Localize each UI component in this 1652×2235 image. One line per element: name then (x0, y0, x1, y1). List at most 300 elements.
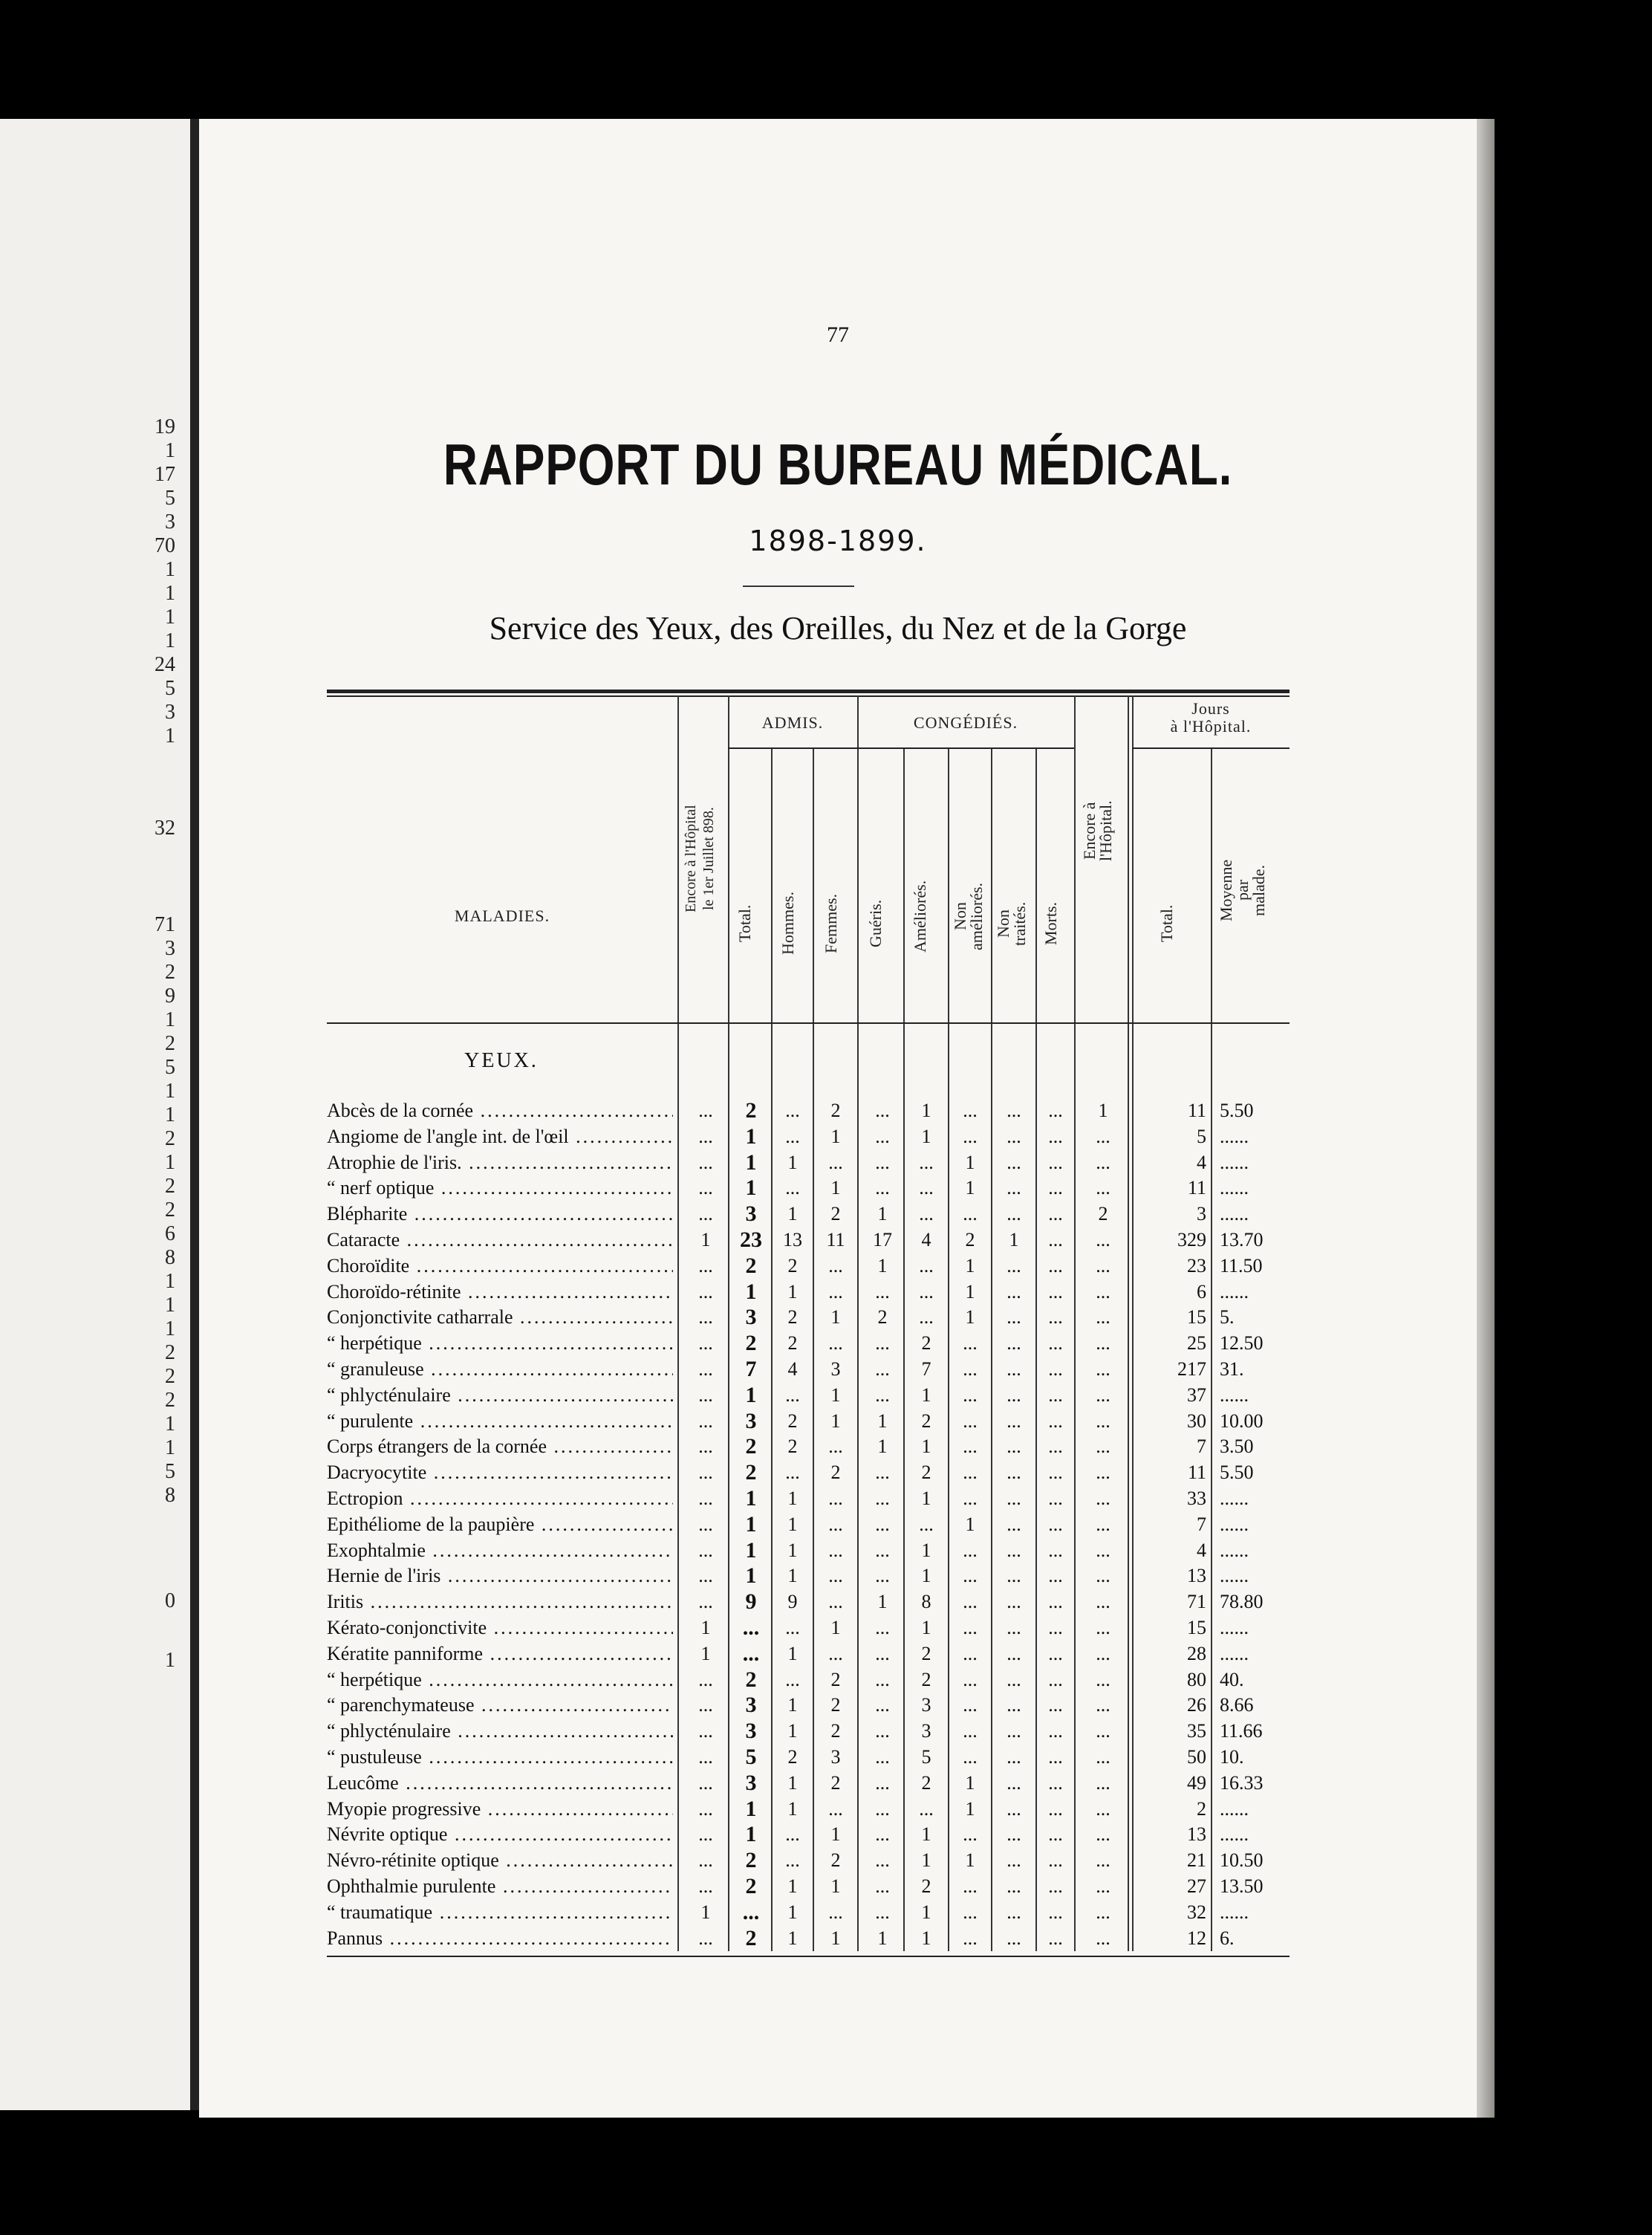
cell-encore-fin: ... (1096, 1539, 1110, 1561)
cell-admis-total: 1 (745, 1149, 757, 1175)
cell-morts: ... (1048, 1565, 1063, 1587)
cell-admis-total: 2 (745, 1848, 757, 1873)
cell-non-ameliores: ... (963, 1332, 978, 1355)
cell-morts: ... (1048, 1436, 1063, 1458)
cell-gueris: ... (875, 1771, 890, 1794)
cell-non-ameliores: ... (963, 1125, 978, 1147)
cell-admis-total: 2 (745, 1873, 757, 1898)
cell-morts: ... (1048, 1384, 1063, 1406)
cell-hommes: ... (785, 1384, 800, 1406)
previous-page-number: 1 (165, 1151, 175, 1174)
cell-encore-fin: ... (1096, 1462, 1110, 1484)
cell-non-ameliores: ... (963, 1591, 978, 1613)
cell-encore-fin: ... (1096, 1720, 1110, 1742)
cell-encore-fin: ... (1096, 1849, 1110, 1872)
header-jours: Jours à l'Hôpital. (1170, 699, 1252, 736)
cell-jours-total: 28 (1187, 1642, 1206, 1664)
cell-moyenne: ...... (1220, 1280, 1249, 1303)
cell-gueris: 1 (877, 1410, 888, 1432)
previous-page-number: 1 (165, 1649, 175, 1672)
previous-page-number: 1 (165, 606, 175, 629)
cell-ameliores: 1 (921, 1927, 931, 1949)
cell-ameliores: 1 (921, 1539, 931, 1561)
cell-encore-debut: ... (698, 1513, 713, 1535)
cell-morts: ... (1048, 1151, 1063, 1173)
cell-gueris: ... (875, 1357, 890, 1380)
cell-admis-total: 3 (745, 1770, 757, 1795)
disease-name: Exophtalmie ..... (327, 1538, 673, 1564)
cell-moyenne: ...... (1220, 1901, 1249, 1923)
cell-non-traites: ... (1007, 1125, 1021, 1147)
cell-moyenne: ...... (1220, 1616, 1249, 1638)
table-row (327, 1201, 1290, 1227)
cell-hommes: 9 (787, 1591, 798, 1613)
cell-non-ameliores: ... (963, 1100, 978, 1121)
cell-ameliores: ... (919, 1306, 934, 1329)
number-column-group (165, 1590, 175, 1614)
cell-admis-total: 1 (745, 1279, 757, 1304)
cell-morts: ... (1048, 1100, 1063, 1121)
header-gueris: Guéris. (866, 899, 885, 948)
cell-ameliores: 8 (921, 1591, 931, 1613)
cell-encore-fin: ... (1096, 1616, 1110, 1638)
cell-encore-debut: ... (698, 1280, 713, 1303)
cell-encore-debut: ... (698, 1668, 713, 1690)
cell-encore-fin: ... (1096, 1513, 1110, 1535)
previous-page-number: 1 (165, 1080, 175, 1103)
table-row (327, 1305, 1290, 1331)
cell-femmes: ... (828, 1436, 843, 1458)
cell-gueris: 2 (877, 1306, 888, 1329)
cell-gueris: ... (875, 1462, 890, 1484)
cell-encore-debut: ... (698, 1125, 713, 1147)
cell-jours-total: 49 (1187, 1771, 1206, 1794)
cell-jours-total: 4 (1197, 1151, 1206, 1173)
disease-name: Choroïdo-rétinite ..... (327, 1279, 673, 1305)
disease-name: Corps étrangers de la cornée ..... (327, 1434, 673, 1460)
cell-femmes: 1 (830, 1410, 841, 1432)
disease-name: “ phlycténulaire ..... (327, 1719, 673, 1745)
cell-gueris: ... (875, 1797, 890, 1820)
cell-non-ameliores: ... (963, 1694, 978, 1716)
cell-morts: ... (1048, 1513, 1063, 1535)
header-non-traites: Non traités. (994, 901, 1029, 946)
cell-morts: ... (1048, 1720, 1063, 1742)
cell-hommes: ... (785, 1616, 800, 1638)
cell-moyenne: ...... (1220, 1823, 1249, 1846)
cell-hommes: 1 (787, 1797, 798, 1820)
disease-name: Leucôme ..... (327, 1771, 673, 1797)
cell-femmes: ... (828, 1901, 843, 1923)
previous-page-number: 2 (165, 1175, 175, 1198)
cell-gueris: ... (875, 1616, 890, 1638)
cell-morts: ... (1048, 1203, 1063, 1225)
cell-encore-fin: ... (1096, 1823, 1110, 1846)
cell-moyenne: ...... (1220, 1539, 1249, 1561)
previous-page-number: 3 (165, 510, 175, 533)
cell-gueris: ... (875, 1642, 890, 1664)
cell-hommes: ... (785, 1668, 800, 1690)
cell-ameliores: 1 (921, 1823, 931, 1846)
disease-name: “ nerf optique ..... (327, 1175, 673, 1201)
cell-encore-fin: ... (1096, 1668, 1110, 1690)
cell-moyenne: ...... (1220, 1177, 1249, 1199)
cell-femmes: 2 (830, 1720, 841, 1742)
cell-encore-debut: ... (698, 1565, 713, 1587)
header-maladies: MALADIES. (454, 906, 550, 925)
previous-page-number: 1 (165, 629, 175, 652)
number-column-group (155, 914, 175, 1508)
cell-ameliores: ... (919, 1151, 934, 1173)
cell-non-ameliores: ... (963, 1616, 978, 1638)
table-row (327, 1512, 1290, 1538)
cell-jours-total: 37 (1187, 1384, 1206, 1406)
cell-admis-total: 3 (745, 1408, 757, 1433)
cell-moyenne: 6. (1220, 1927, 1235, 1949)
cell-moyenne: 16.33 (1220, 1771, 1264, 1794)
disease-name: “ parenchymateuse ..... (327, 1693, 673, 1719)
cell-moyenne: ...... (1220, 1487, 1249, 1509)
cell-hommes: ... (785, 1462, 800, 1484)
cell-ameliores: ... (919, 1280, 934, 1303)
cell-hommes: ... (785, 1823, 800, 1846)
previous-page-number: 1 (165, 558, 175, 581)
cell-admis-total: 1 (745, 1511, 757, 1537)
table-row (327, 1874, 1290, 1900)
table-row (327, 1641, 1290, 1667)
cell-admis-total: 2 (745, 1098, 757, 1123)
cell-non-ameliores: ... (963, 1745, 978, 1768)
section-heading: YEUX. (464, 1049, 539, 1072)
cell-jours-total: 80 (1187, 1668, 1206, 1690)
cell-non-ameliores: ... (963, 1927, 978, 1949)
cell-moyenne: 11.66 (1220, 1720, 1263, 1742)
cell-encore-debut: ... (698, 1357, 713, 1380)
cell-morts: ... (1048, 1410, 1063, 1432)
table-row (327, 1227, 1290, 1253)
disease-name: “ purulente ..... (327, 1409, 673, 1435)
cell-hommes: 2 (787, 1332, 798, 1355)
cell-non-traites: ... (1007, 1487, 1021, 1509)
header-morts: Morts. (1041, 901, 1060, 946)
table-body (327, 1098, 1290, 1951)
document-page (199, 119, 1477, 2118)
section-subtitle: Service des Yeux, des Oreilles, du Nez et de la Gorge (489, 610, 1187, 646)
disease-name: Angiome de l'angle int. de l'œil ..... (327, 1124, 673, 1150)
cell-ameliores: 2 (921, 1410, 931, 1432)
cell-hommes: 1 (787, 1875, 798, 1897)
disease-name: “ herpétique ..... (327, 1331, 673, 1357)
table-row (327, 1124, 1290, 1150)
number-column-group (165, 1650, 175, 1673)
cell-non-traites: ... (1007, 1203, 1021, 1225)
cell-femmes: ... (828, 1591, 843, 1613)
previous-page-number: 6 (165, 1222, 175, 1245)
cell-hommes: 1 (787, 1771, 798, 1794)
previous-page-number: 1 (165, 582, 175, 605)
cell-admis-total: 1 (745, 1537, 757, 1563)
group-rule (728, 747, 857, 749)
cell-gueris: ... (875, 1177, 890, 1199)
cell-moyenne: 12.50 (1220, 1332, 1264, 1355)
cell-non-ameliores: 1 (965, 1797, 975, 1820)
cell-morts: ... (1048, 1797, 1063, 1820)
disease-name: Névrite optique ..... (327, 1822, 673, 1848)
cell-gueris: ... (875, 1849, 890, 1872)
disease-name: Conjonctivite catharrale ..... (327, 1305, 673, 1331)
table-row (327, 1589, 1290, 1615)
header-ameliores: Améliorés. (911, 880, 929, 953)
disease-name: “ granuleuse ..... (327, 1357, 673, 1383)
table-row (327, 1926, 1290, 1952)
cell-gueris: ... (875, 1280, 890, 1303)
disease-name: Kératite panniforme ..... (327, 1641, 673, 1667)
cell-morts: ... (1048, 1539, 1063, 1561)
previous-page-number: 8 (165, 1246, 175, 1269)
cell-moyenne: 5.50 (1220, 1100, 1254, 1121)
cell-gueris: ... (875, 1901, 890, 1923)
cell-femmes: ... (828, 1280, 843, 1303)
cell-gueris: ... (875, 1539, 890, 1561)
page-title: RAPPORT DU BUREAU MÉDICAL. (443, 432, 1233, 497)
cell-admis-total: 3 (745, 1305, 757, 1330)
cell-femmes: ... (828, 1565, 843, 1587)
cell-ameliores: ... (919, 1254, 934, 1277)
cell-moyenne: 10. (1220, 1745, 1244, 1768)
previous-page-number: 1 (165, 1412, 175, 1436)
cell-encore-debut: ... (698, 1720, 713, 1742)
cell-moyenne: ...... (1220, 1565, 1249, 1587)
cell-ameliores: 1 (921, 1487, 931, 1509)
header-bottom-rule (327, 1022, 1290, 1024)
cell-non-traites: ... (1007, 1720, 1021, 1742)
report-years: 1898-1899. (749, 525, 927, 557)
cell-jours-total: 27 (1187, 1875, 1206, 1897)
cell-admis-total: 5 (745, 1744, 757, 1769)
cell-non-ameliores: 1 (965, 1151, 975, 1173)
cell-femmes: ... (828, 1487, 843, 1509)
cell-ameliores: 1 (921, 1849, 931, 1872)
cell-ameliores: 3 (921, 1694, 931, 1716)
cell-jours-total: 13 (1187, 1565, 1206, 1587)
cell-femmes: 1 (830, 1384, 841, 1406)
cell-non-ameliores: 1 (965, 1177, 975, 1199)
header-congedies: CONGÉDIÉS. (913, 713, 1018, 732)
cell-hommes: 1 (787, 1720, 798, 1742)
cell-morts: ... (1048, 1901, 1063, 1923)
cell-admis-total: 7 (745, 1356, 757, 1381)
cell-encore-fin: ... (1096, 1927, 1110, 1949)
cell-femmes: 2 (830, 1694, 841, 1716)
previous-page-number: 1 (165, 1103, 175, 1126)
cell-jours-total: 32 (1187, 1901, 1206, 1923)
cell-non-ameliores: ... (963, 1462, 978, 1484)
header-admis: ADMIS. (761, 713, 824, 732)
previous-page-number: 2 (165, 1127, 175, 1150)
cell-jours-total: 15 (1187, 1306, 1206, 1329)
cell-hommes: 1 (787, 1901, 798, 1923)
cell-femmes: 1 (830, 1306, 841, 1329)
cell-femmes: ... (828, 1513, 843, 1535)
cell-non-ameliores: ... (963, 1823, 978, 1846)
table-row (327, 1175, 1290, 1201)
cell-non-traites: ... (1007, 1668, 1021, 1690)
previous-page-number: 3 (165, 937, 175, 960)
cell-ameliores: 2 (921, 1875, 931, 1897)
book-gutter (190, 119, 199, 2110)
cell-moyenne: ...... (1220, 1125, 1249, 1147)
cell-encore-fin: ... (1096, 1591, 1110, 1613)
cell-jours-total: 30 (1187, 1410, 1206, 1432)
cell-non-traites: ... (1007, 1875, 1021, 1897)
table-row (327, 1848, 1290, 1874)
cell-non-traites: ... (1007, 1771, 1021, 1794)
previous-page (0, 119, 190, 2110)
cell-non-traites: ... (1007, 1642, 1021, 1664)
cell-morts: ... (1048, 1771, 1063, 1794)
cell-moyenne: 40. (1220, 1668, 1244, 1690)
cell-encore-fin: 2 (1098, 1203, 1108, 1225)
statistics-table (327, 690, 1290, 1982)
cell-jours-total: 25 (1187, 1332, 1206, 1355)
cell-jours-total: 7 (1197, 1436, 1206, 1458)
previous-page-number: 2 (165, 961, 175, 984)
cell-hommes: 1 (787, 1694, 798, 1716)
cell-non-traites: ... (1007, 1410, 1021, 1432)
cell-non-traites: ... (1007, 1849, 1021, 1872)
previous-page-number: 9 (165, 984, 175, 1008)
table-row (327, 1383, 1290, 1409)
cell-admis-total: ... (742, 1899, 760, 1924)
cell-hommes: 1 (787, 1539, 798, 1561)
number-column-group (155, 416, 175, 749)
cell-jours-total: 3 (1197, 1203, 1206, 1225)
table-row (327, 1745, 1290, 1771)
cell-hommes: 2 (787, 1410, 798, 1432)
previous-page-number: 0 (165, 1589, 175, 1612)
cell-non-traites: ... (1007, 1462, 1021, 1484)
cell-non-traites: ... (1007, 1745, 1021, 1768)
cell-encore-debut: ... (698, 1591, 713, 1613)
cell-encore-debut: ... (698, 1203, 713, 1225)
cell-encore-debut: ... (698, 1487, 713, 1509)
cell-ameliores: 1 (921, 1436, 931, 1458)
cell-femmes: 11 (826, 1228, 845, 1251)
cell-non-traites: ... (1007, 1177, 1021, 1199)
cell-non-ameliores: 1 (965, 1513, 975, 1535)
cell-admis-total: 2 (745, 1460, 757, 1485)
table-row (327, 1667, 1290, 1693)
cell-encore-debut: ... (698, 1100, 713, 1121)
cell-non-ameliores: ... (963, 1668, 978, 1690)
cell-encore-fin: ... (1096, 1357, 1110, 1380)
cell-encore-fin: ... (1096, 1487, 1110, 1509)
cell-moyenne: 8.66 (1220, 1694, 1254, 1716)
cell-femmes: 1 (830, 1927, 841, 1949)
table-row (327, 1693, 1290, 1719)
cell-non-ameliores: ... (963, 1539, 978, 1561)
cell-jours-total: 2 (1197, 1797, 1206, 1820)
cell-ameliores: 1 (921, 1125, 931, 1147)
cell-non-ameliores: ... (963, 1357, 978, 1380)
cell-ameliores: 2 (921, 1462, 931, 1484)
cell-moyenne: 11.50 (1220, 1254, 1263, 1277)
header-encore-fin: Encore à l'Hôpital. (1080, 800, 1115, 861)
previous-page-number: 5 (165, 677, 175, 700)
disease-name: Névro-rétinite optique ..... (327, 1848, 673, 1874)
disease-name: Choroïdite ..... (327, 1253, 673, 1279)
cell-encore-fin: ... (1096, 1901, 1110, 1923)
cell-non-traites: ... (1007, 1384, 1021, 1406)
cell-non-traites: ... (1007, 1306, 1021, 1329)
cell-encore-debut: ... (698, 1410, 713, 1432)
cell-encore-debut: ... (698, 1927, 713, 1949)
previous-page-number: 5 (165, 487, 175, 510)
cell-encore-debut: ... (698, 1797, 713, 1820)
cell-moyenne: 3.50 (1220, 1436, 1254, 1458)
cell-admis-total: ... (742, 1615, 760, 1640)
cell-non-traites: 1 (1009, 1228, 1019, 1251)
cell-encore-fin: ... (1096, 1332, 1110, 1355)
cell-encore-fin: ... (1096, 1280, 1110, 1303)
disease-name: Blépharite ..... (327, 1201, 673, 1227)
cell-femmes: 1 (830, 1875, 841, 1897)
cell-hommes: 1 (787, 1642, 798, 1664)
table-row (327, 1150, 1290, 1176)
cell-encore-fin: ... (1096, 1771, 1110, 1794)
cell-hommes: ... (785, 1177, 800, 1199)
cell-ameliores: 1 (921, 1384, 931, 1406)
cell-morts: ... (1048, 1306, 1063, 1329)
cell-encore-debut: ... (698, 1849, 713, 1872)
cell-jours-total: 11 (1187, 1100, 1206, 1121)
cell-ameliores: ... (919, 1177, 934, 1199)
header-non-ameliores: Non améliorés. (951, 882, 986, 950)
cell-ameliores: 2 (921, 1332, 931, 1355)
cell-jours-total: 329 (1177, 1228, 1206, 1251)
cell-encore-fin: ... (1096, 1151, 1110, 1173)
cell-encore-debut: ... (698, 1745, 713, 1768)
table-row (327, 1434, 1290, 1460)
cell-encore-fin: ... (1096, 1177, 1110, 1199)
cell-non-ameliores: 1 (965, 1280, 975, 1303)
previous-page-number: 1 (165, 1317, 175, 1340)
cell-encore-debut: 1 (700, 1642, 711, 1664)
previous-page-number: 1 (165, 1270, 175, 1293)
previous-page-number: 2 (165, 1198, 175, 1222)
cell-moyenne: ...... (1220, 1203, 1249, 1225)
table-row (327, 1279, 1290, 1305)
cell-hommes: 1 (787, 1565, 798, 1587)
previous-page-number: 1 (165, 1008, 175, 1031)
cell-non-traites: ... (1007, 1823, 1021, 1846)
cell-admis-total: ... (742, 1641, 760, 1666)
disease-name: Pannus ..... (327, 1926, 673, 1952)
cell-morts: ... (1048, 1177, 1063, 1199)
cell-femmes: 2 (830, 1462, 841, 1484)
cell-non-ameliores: ... (963, 1384, 978, 1406)
cell-encore-debut: ... (698, 1462, 713, 1484)
table-row (327, 1357, 1290, 1383)
table-row (327, 1409, 1290, 1435)
cell-jours-total: 33 (1187, 1487, 1206, 1509)
previous-page-number: 1 (165, 724, 175, 747)
cell-moyenne: 5.50 (1220, 1462, 1254, 1484)
cell-encore-fin: ... (1096, 1745, 1110, 1768)
cell-encore-debut: ... (698, 1694, 713, 1716)
cell-gueris: 1 (877, 1591, 888, 1613)
cell-morts: ... (1048, 1694, 1063, 1716)
